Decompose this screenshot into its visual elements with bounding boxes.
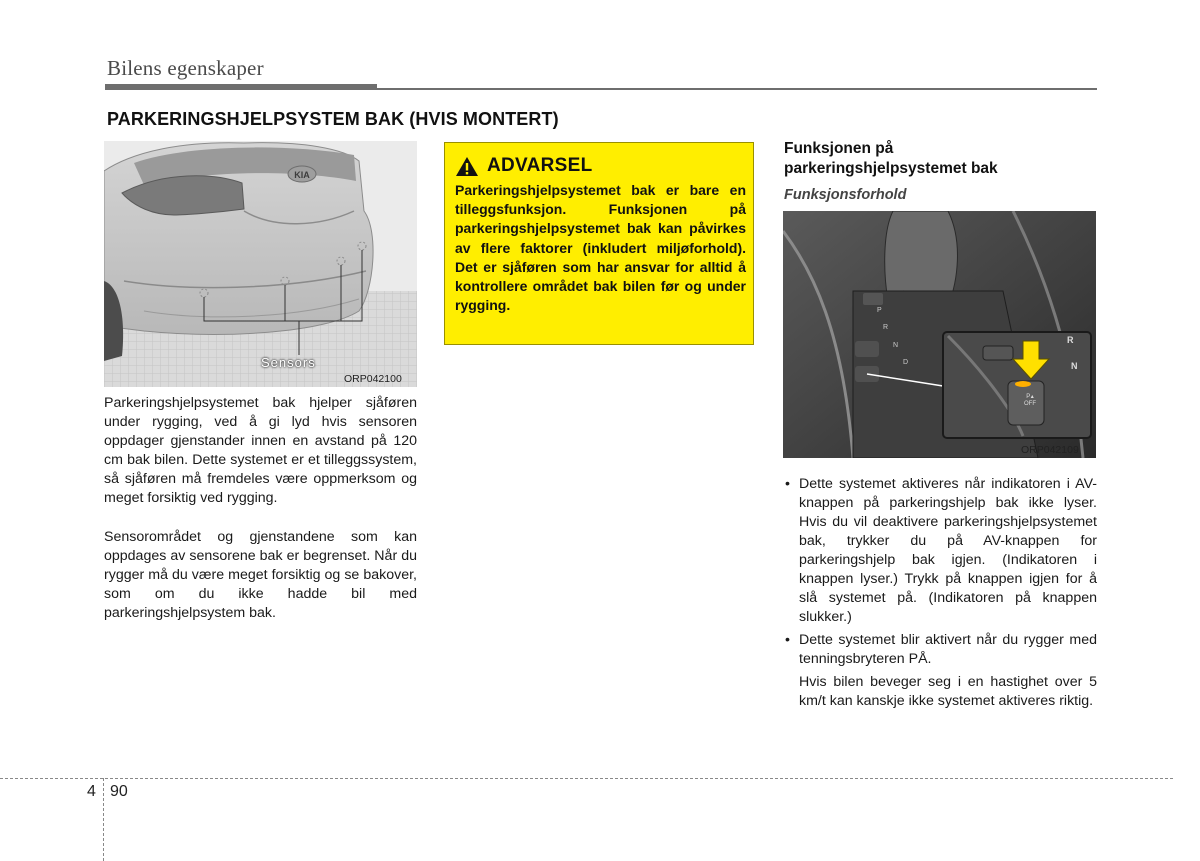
section-title: PARKERINGSHJELPSYSTEM BAK (HVIS MONTERT) [107,109,559,129]
right-subheading: Funksjonsforhold [784,187,907,203]
warning-triangle-icon [455,156,479,177]
park-assist-button-illustration [783,211,1096,458]
warning-header [455,155,593,177]
gear-label-n: N [893,342,899,349]
footer-rule [0,778,1173,779]
right-heading-line1: Funksjonen på [784,140,894,157]
bullet-item [783,475,1097,627]
bullet-marker: • [785,632,790,648]
gear-label-r: R [883,324,889,331]
bullet-continuation: Hvis bilen beveger seg i en hastighet over 5 km/t kan kanskje ikke systemet aktiveres riktig. [799,674,1097,709]
park-assist-off-button: P ▴ OFF [1024,394,1036,407]
right-heading-line2: parkeringshjelpsystemet bak [784,160,998,177]
svg-text:KIA: KIA [294,170,310,180]
gear-label-d: D [903,359,909,366]
sensor-range-paragraph: Sensorområdet og gjenstandene som kan oppdages av sensorene bak er begrenset. Når du rygger må du være meget forsiktig og se bakover, som om du ikke hadde bil med parkeringshjelpsystem bak. [104,529,417,621]
right-heading [784,139,998,179]
bullet-item [783,631,1097,669]
header-rule-thin [377,88,1097,90]
header-rule-thick [105,84,377,90]
figure-code: ORP042100 [344,373,402,385]
page-number: 90 [110,783,128,800]
bullet-marker: • [785,476,790,492]
figure2-code: ORP042109 [1021,444,1079,456]
gear-label-p: P [877,307,882,314]
warning-text: Parkeringshjelpsystemet bak er bare en tilleggsfunksjon. Funksjonen på parkeringshjelpsystemet bak kan påvirkes av flere faktorer (inkludert miljøforhold). Det er sjåføren som har ansvar for alltid å kontrollere området bak bilen før og under rygging. [455,182,746,314]
inset-gear-label-n: N [1071,361,1078,371]
running-header: Bilens egenskaper [107,56,264,80]
warning-title: ADVARSEL [487,155,593,176]
bullet-text: Dette systemet blir aktivert når du rygger med tenningsbryteren PÅ. [799,632,1097,667]
intro-paragraph: Parkeringshjelpsystemet bak hjelper sjåføren under rygging, ved å gi lyd hvis sensoren oppdager gjenstander innen en avstand på 120 cm bak bilen. Dette systemet er et tilleggssystem, så sjåføren må fremdeles være oppmerksom og meget forsiktig ved rygging. [104,395,417,506]
car-rear-graphic [104,141,417,387]
rear-bumper-illustration [104,141,417,387]
inset-gear-label-r: R [1067,335,1074,345]
bullet-text: Dette systemet aktiveres når indikatoren i AV-knappen på parkeringshjelp bak ikke lyser. Hvis du vil deaktivere parkeringshjelpsystemet bak, trykker du på AV-knappen for parkeringshjelp bak igjen. (Indikatoren i knappen lyser.) Trykk på knappen igjen for å slå systemet på. (Indikatoren på knappen slukker.) [799,476,1097,625]
footer-divider [103,778,104,861]
bullet-list [783,475,1097,711]
warning-box [444,142,754,345]
console-graphic [783,211,1096,458]
sensors-label: Sensors [261,355,316,370]
chapter-number: 4 [87,783,96,800]
